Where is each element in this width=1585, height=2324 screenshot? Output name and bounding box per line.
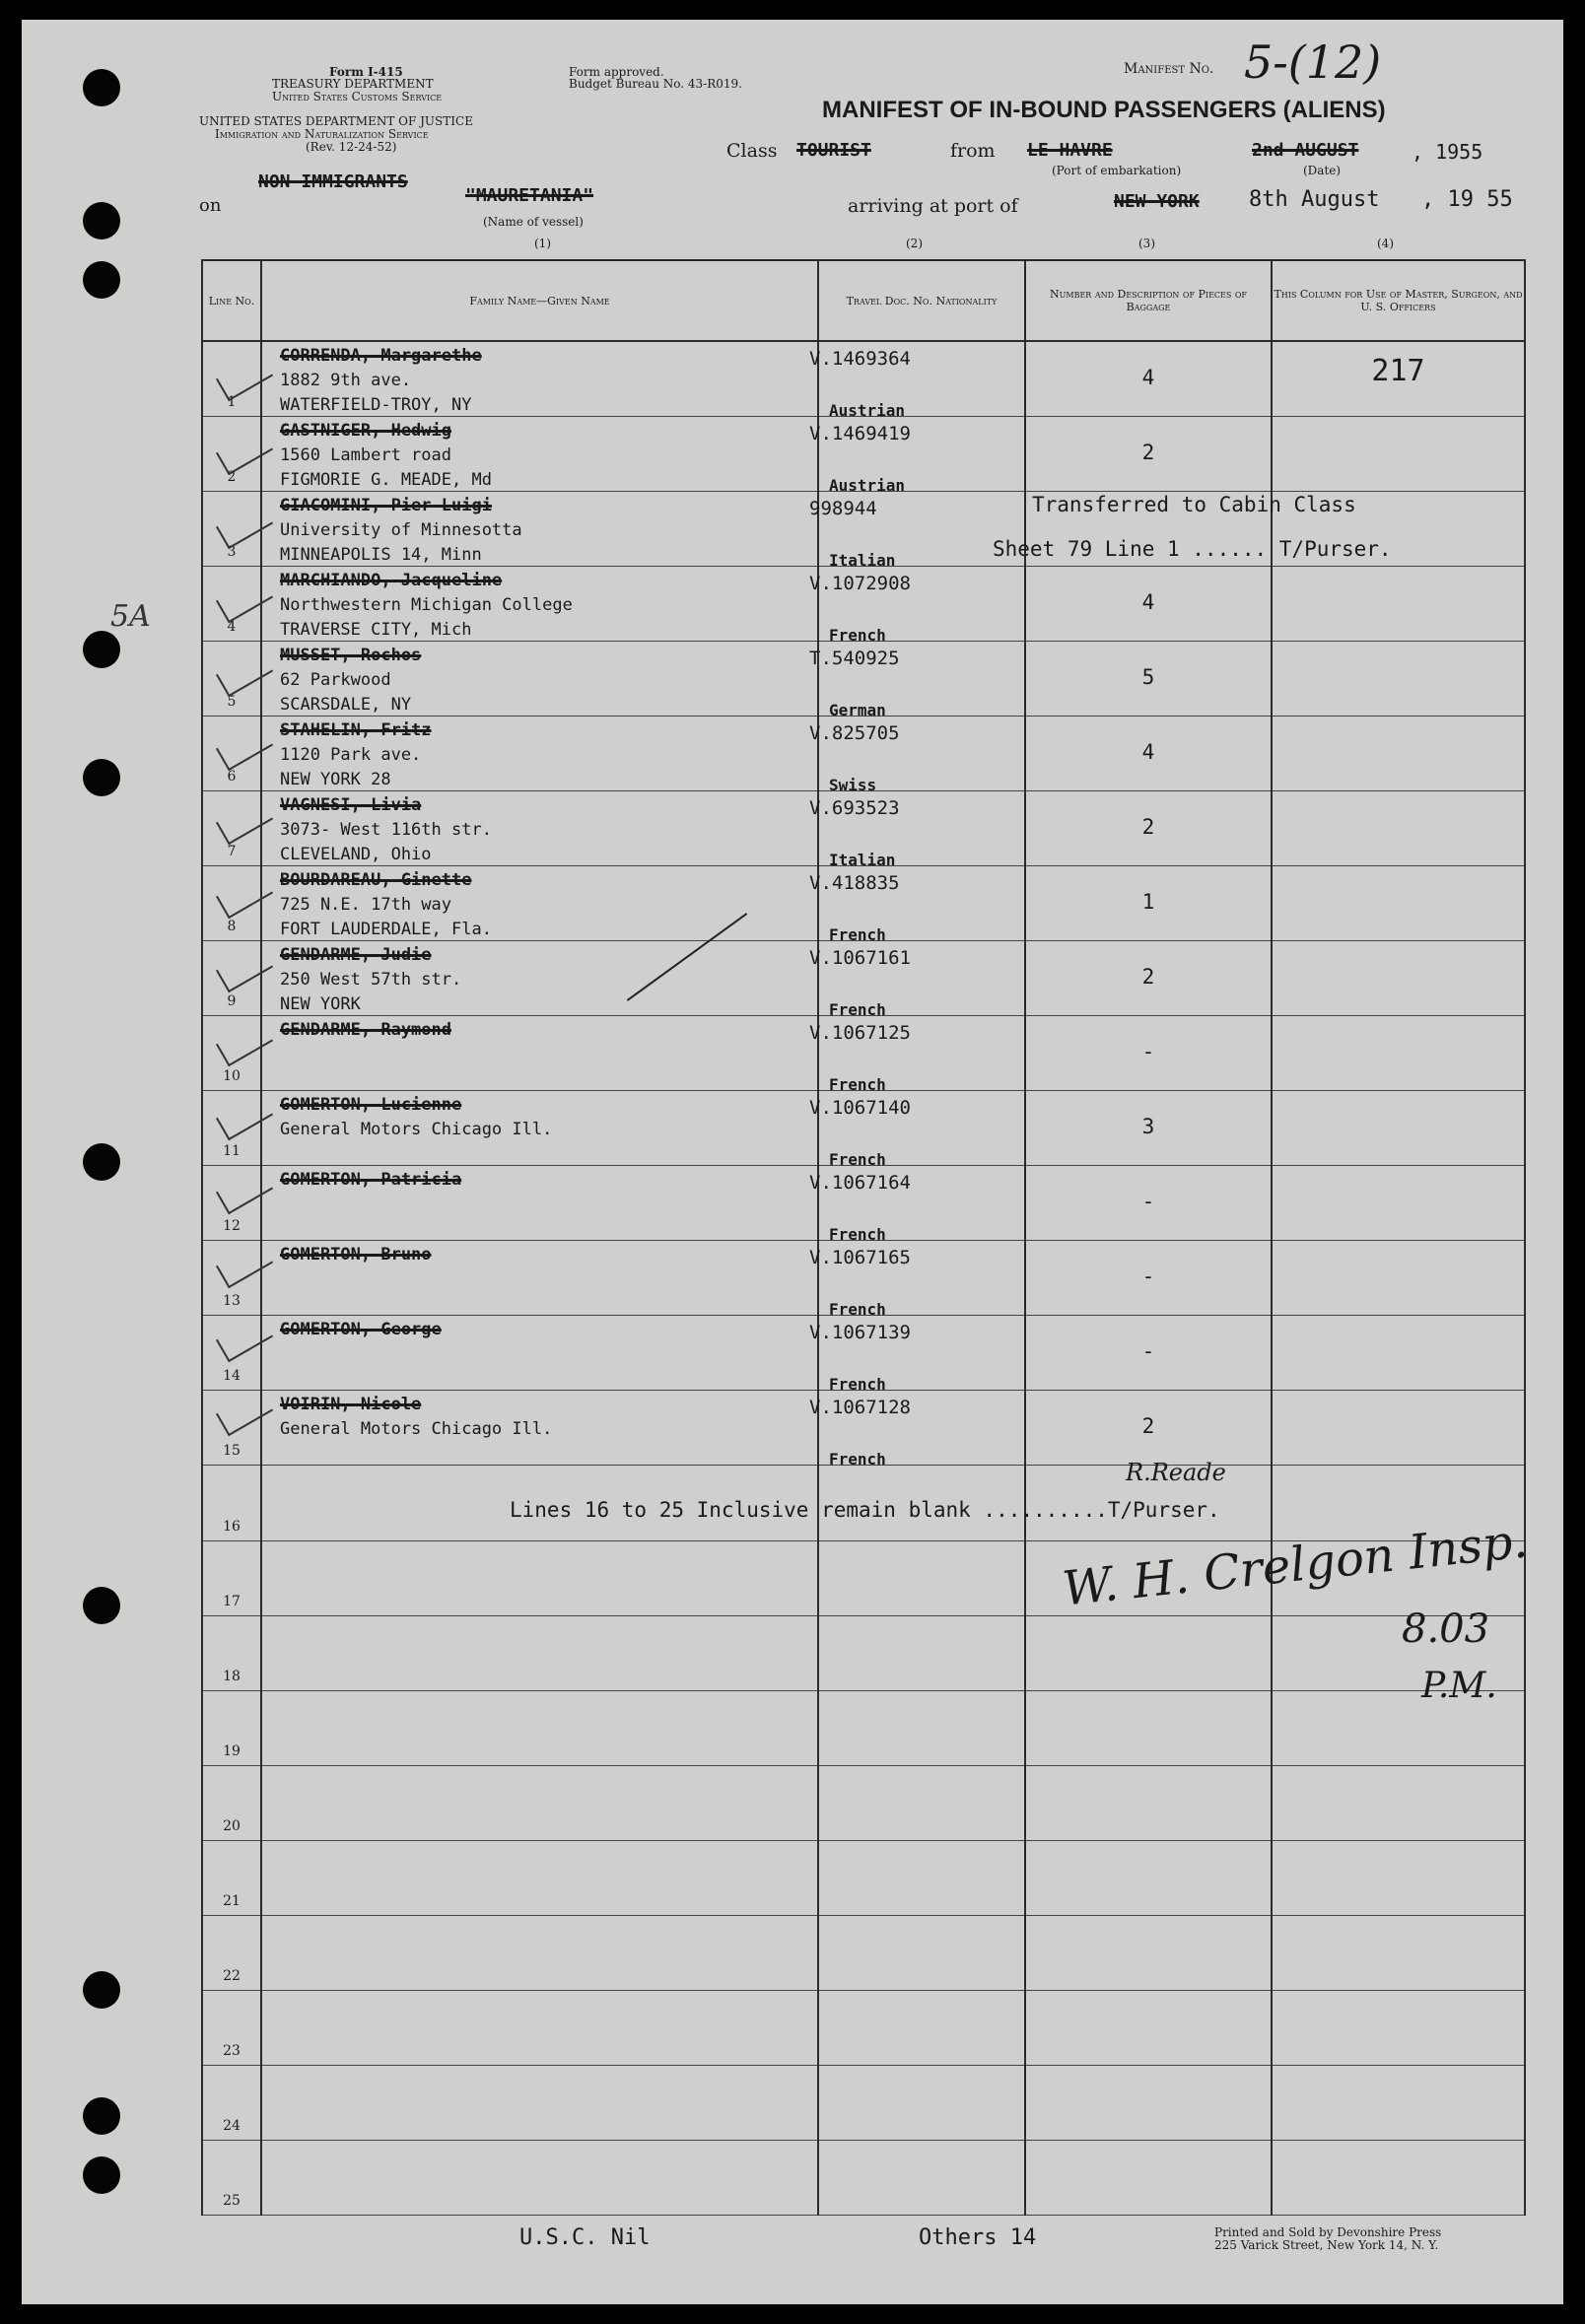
- departure-year: , 1955: [1412, 140, 1483, 164]
- nationality: Austrian: [829, 401, 906, 421]
- travel-doc-number: V.1067165: [809, 1247, 911, 1269]
- passenger-name-cell: [261, 1690, 818, 1765]
- punch-hole: [83, 202, 120, 239]
- passenger-name-cell: [261, 1615, 818, 1690]
- officer-cell: [1272, 1091, 1525, 1166]
- line-number: 8: [227, 919, 237, 935]
- nationality: Italian: [829, 551, 896, 571]
- baggage-cell: [1025, 341, 1272, 417]
- passenger-name-cell: [261, 417, 818, 492]
- line-number: 10: [223, 1068, 241, 1085]
- officer-cell: [1272, 567, 1525, 642]
- vessel-name: "MAURETANIA": [465, 185, 594, 206]
- baggage-count: 2: [1141, 965, 1155, 990]
- transfer-note-1: Transferred to Cabin Class: [1032, 493, 1356, 516]
- manifest-label: Manifest No.: [1124, 61, 1214, 77]
- officer-cell: [1272, 2065, 1525, 2140]
- table-row: [202, 1016, 1525, 1091]
- table-row: [202, 341, 1525, 417]
- officer-cell: [1272, 1915, 1525, 1990]
- manifest-page: [22, 20, 1563, 2304]
- passenger-name: GOMERTON, Bruno: [280, 1245, 432, 1265]
- table-row: [202, 1840, 1525, 1915]
- baggage-cell: [1025, 417, 1272, 492]
- travel-doc-cell: [818, 1840, 1025, 1915]
- baggage-cell: [1025, 1016, 1272, 1091]
- passenger-name-cell: [261, 1316, 818, 1391]
- address-line: General Motors Chicago Ill.: [280, 1120, 553, 1140]
- line-number: 21: [223, 1892, 241, 1909]
- col-num-3: (3): [1138, 237, 1155, 250]
- travel-doc-number: T.540925: [809, 648, 900, 670]
- line-number: 23: [223, 2042, 241, 2059]
- address-line: [280, 1142, 552, 1166]
- line-number: 19: [223, 1743, 241, 1759]
- address-line: SCARSDALE, NY: [280, 695, 412, 716]
- address-line: [280, 1367, 442, 1391]
- purser-initials: R.Reade: [1126, 1459, 1226, 1486]
- address-line: [280, 1267, 432, 1292]
- baggage-cell: [1025, 1615, 1272, 1690]
- address-line: TRAVERSE CITY, Mich: [280, 620, 472, 641]
- passenger-name-cell: [261, 1241, 818, 1316]
- passenger-name: VOIRIN, Nicole: [280, 1395, 422, 1415]
- table-row: [202, 1615, 1525, 1690]
- embarkation-port: LE HAVRE: [1027, 140, 1113, 161]
- address-line: 725 N.E. 17th way: [280, 895, 451, 916]
- line-number: 16: [223, 1518, 241, 1535]
- passenger-name: GOMERTON, Patricia: [280, 1170, 462, 1191]
- address-line: [280, 1193, 461, 1217]
- address-line: WATERFIELD-TROY, NY: [280, 395, 472, 415]
- nationality: French: [829, 1150, 886, 1170]
- line-number: 4: [227, 619, 237, 636]
- address-line: Northwestern Michigan College: [280, 595, 573, 616]
- table-row: [202, 866, 1525, 941]
- header-officers: This Column for Use of Master, Surgeon, and U. S. Officers: [1272, 260, 1525, 341]
- line-number: 18: [223, 1668, 241, 1684]
- address-line: University of Minnesotta: [280, 520, 522, 541]
- line-number-cell: [202, 1540, 261, 1615]
- baggage-count: 4: [1141, 740, 1155, 765]
- passenger-name-cell: [261, 866, 818, 941]
- address-line: 1120 Park ave.: [280, 745, 422, 766]
- line-number: 17: [223, 1593, 241, 1609]
- travel-doc-cell: [818, 2140, 1025, 2215]
- travel-doc-number: V.1469419: [809, 423, 911, 445]
- baggage-count: 2: [1141, 815, 1155, 840]
- line-number-cell: [202, 1466, 261, 1540]
- line-number: 24: [223, 2117, 241, 2134]
- punch-hole: [83, 69, 120, 106]
- passenger-name-cell: [261, 1166, 818, 1241]
- baggage-cell: [1025, 1690, 1272, 1765]
- treasury-dept: TREASURY DEPARTMENT: [272, 77, 434, 91]
- travel-doc-number: V.1072908: [809, 573, 911, 595]
- line-number-cell: [202, 1990, 261, 2065]
- line-number: 5: [227, 694, 237, 711]
- baggage-cell: [1025, 2140, 1272, 2215]
- officer-cell: [1272, 1765, 1525, 1840]
- nationality: French: [829, 925, 886, 945]
- passenger-name: MUSSET, Rochos: [280, 646, 422, 666]
- address-line: NEW YORK: [280, 994, 361, 1015]
- address-line: [280, 1067, 451, 1091]
- officer-cell: [1272, 1990, 1525, 2065]
- passenger-name-cell: [261, 2065, 818, 2140]
- passenger-name-cell: [261, 941, 818, 1016]
- passenger-name: BOURDAREAU, Ginette: [280, 870, 472, 891]
- officer-cell: [1272, 1016, 1525, 1091]
- line-number: 12: [223, 1218, 241, 1235]
- transfer-note-2: Sheet 79 Line 1 ...... T/Purser.: [993, 537, 1392, 561]
- baggage-count: 1: [1141, 890, 1155, 915]
- baggage-count: 4: [1141, 590, 1155, 615]
- passenger-name-cell: [261, 492, 818, 567]
- passenger-name-cell: [261, 1091, 818, 1166]
- baggage-cell: [1025, 1765, 1272, 1840]
- table-row: [202, 941, 1525, 1016]
- travel-doc-cell: [809, 567, 1025, 646]
- address-line: 1560 Lambert road: [280, 445, 451, 466]
- header-line-no: Line No.: [202, 260, 261, 341]
- officer-cell: [1272, 1166, 1525, 1241]
- passenger-name: CORRENDA, Margarethe: [280, 346, 482, 366]
- baggage-count: -: [1141, 1190, 1155, 1214]
- travel-doc-number: V.1067125: [809, 1022, 911, 1045]
- nationality: Austrian: [829, 476, 906, 496]
- passenger-name-cell: [261, 341, 818, 417]
- line-number: 7: [227, 844, 237, 860]
- line-number: 9: [227, 993, 237, 1010]
- address-line: [280, 1342, 442, 1367]
- nationality: German: [829, 701, 886, 720]
- passenger-name-cell: [261, 1765, 818, 1840]
- inspector-signature: W. H. Crelgon Insp.: [1060, 1513, 1531, 1617]
- table-row: [202, 2140, 1525, 2215]
- line-number: 15: [223, 1443, 241, 1460]
- address-line: [280, 1442, 552, 1466]
- line-number: 20: [223, 1817, 241, 1834]
- baggage-cell: [1025, 642, 1272, 717]
- travel-doc-number: V.1067128: [809, 1397, 911, 1419]
- travel-doc-cell: [809, 1241, 1025, 1320]
- punch-hole: [83, 261, 120, 299]
- table-row: [202, 1391, 1525, 1466]
- travel-doc-cell: [818, 1990, 1025, 2065]
- header-travel-doc: Travel Doc. No. Nationality: [818, 260, 1025, 341]
- from-label: from: [950, 140, 996, 162]
- line-number: 2: [227, 469, 237, 486]
- passenger-name-cell: [261, 791, 818, 866]
- line-number: 13: [223, 1293, 241, 1310]
- officer-cell: [1272, 417, 1525, 492]
- table-row: [202, 1915, 1525, 1990]
- address-line: 62 Parkwood: [280, 670, 391, 691]
- baggage-cell: [1025, 1391, 1272, 1466]
- officer-cell: [1272, 866, 1525, 941]
- baggage-cell: [1025, 1166, 1272, 1241]
- revision: (Rev. 12-24-52): [306, 140, 397, 154]
- line-number-cell: [202, 2065, 261, 2140]
- line-number-cell: [202, 1915, 261, 1990]
- baggage-cell: [1025, 866, 1272, 941]
- line-number-cell: [202, 1765, 261, 1840]
- baggage-cell: [1025, 1840, 1272, 1915]
- form-number: Form I-415: [329, 65, 403, 79]
- passenger-name: GOMERTON, George: [280, 1320, 442, 1340]
- passenger-name-cell: [261, 2140, 818, 2215]
- baggage-count: 3: [1141, 1115, 1155, 1139]
- embarkation-caption: (Port of embarkation): [1052, 164, 1182, 177]
- baggage-count: 2: [1141, 1414, 1155, 1439]
- nationality: French: [829, 1375, 886, 1395]
- officer-cell: [1272, 791, 1525, 866]
- travel-doc-number: V.1067140: [809, 1097, 911, 1120]
- arrival-year: , 19 55: [1421, 187, 1513, 212]
- nationality: French: [829, 1300, 886, 1320]
- baggage-count: 5: [1141, 665, 1155, 690]
- officer-cell: [1272, 1241, 1525, 1316]
- baggage-count: -: [1141, 1040, 1155, 1064]
- line-number: 1: [227, 394, 237, 411]
- baggage-cell: [1025, 717, 1272, 791]
- travel-doc-number: V.1067139: [809, 1322, 911, 1344]
- punch-hole: [83, 631, 120, 668]
- address-line: 1882 9th ave.: [280, 371, 412, 390]
- table-row: [202, 1765, 1525, 1840]
- officer-cell: [1272, 2140, 1525, 2215]
- class-label: Class: [726, 140, 778, 162]
- travel-doc-cell: [818, 1765, 1025, 1840]
- signature-time: 8.03: [1402, 1606, 1490, 1652]
- margin-mark: 5A: [110, 599, 151, 634]
- table-row: [202, 1690, 1525, 1765]
- officer-cell: [1272, 717, 1525, 791]
- officer-cell: [1272, 341, 1525, 417]
- baggage-count: 4: [1141, 366, 1155, 389]
- manifest-title: MANIFEST OF IN-BOUND PASSENGERS (ALIENS): [822, 97, 1386, 123]
- table-row: [202, 1091, 1525, 1166]
- arrival-date: 8th August: [1249, 187, 1380, 212]
- header-name: Family Name—Given Name: [261, 260, 818, 341]
- baggage-cell: [1025, 1316, 1272, 1391]
- class-value: TOURIST: [796, 140, 871, 161]
- passenger-name: MARCHIANDO, Jacqueline: [280, 571, 503, 591]
- baggage-cell: [1025, 1990, 1272, 2065]
- passenger-name-cell: [261, 717, 818, 791]
- line-number: 25: [223, 2193, 241, 2209]
- printer-line-1: Printed and Sold by Devonshire Press: [1214, 2225, 1442, 2239]
- address-line: CLEVELAND, Ohio: [280, 845, 432, 865]
- travel-doc-number: V.1469364: [809, 348, 911, 370]
- customs-service: United States Customs Service: [272, 90, 443, 103]
- travel-doc-cell: [809, 717, 1025, 795]
- punch-hole: [83, 759, 120, 796]
- punch-hole: [83, 1971, 120, 2009]
- address-line: General Motors Chicago Ill.: [280, 1419, 553, 1440]
- manifest-number: 5-(12): [1244, 35, 1382, 89]
- line-number-cell: [202, 1690, 261, 1765]
- line-number: 22: [223, 1967, 241, 1984]
- address-line: 3073- West 116th str.: [280, 820, 492, 841]
- punch-hole: [83, 1587, 120, 1624]
- address-line: [280, 1043, 451, 1067]
- table-row: [202, 1241, 1525, 1316]
- punch-hole: [83, 2097, 120, 2135]
- passenger-name-cell: [261, 1840, 818, 1915]
- officer-cell: [1272, 1316, 1525, 1391]
- baggage-cell: [1025, 1915, 1272, 1990]
- officer-cell: [1272, 1391, 1525, 1466]
- baggage-count: -: [1141, 1265, 1155, 1289]
- nationality: Italian: [829, 851, 896, 870]
- punch-hole: [83, 1143, 120, 1181]
- arrival-port: NEW YORK: [1114, 191, 1200, 212]
- baggage-cell: [1025, 791, 1272, 866]
- travel-doc-number: 998944: [809, 498, 877, 520]
- blank-lines-note: Lines 16 to 25 Inclusive remain blank ..........T/Purser.: [510, 1498, 1220, 1522]
- address-line: [280, 1217, 461, 1241]
- travel-doc-number: V.1067164: [809, 1172, 911, 1195]
- baggage-cell: [1025, 1091, 1272, 1166]
- travel-doc-number: V.693523: [809, 797, 900, 820]
- travel-doc-cell: [818, 2065, 1025, 2140]
- nationality: French: [829, 1225, 886, 1245]
- travel-doc-cell: [818, 1615, 1025, 1690]
- address-line: FORT LAUDERDALE, Fla.: [280, 920, 492, 940]
- col-num-4: (4): [1377, 237, 1394, 250]
- travel-doc-number: V.1067161: [809, 947, 911, 970]
- budget-bureau: Budget Bureau No. 43-R019.: [569, 77, 742, 91]
- travel-doc-cell: [809, 1166, 1025, 1245]
- table-row: [202, 1990, 1525, 2065]
- line-number: 3: [227, 544, 237, 561]
- travel-doc-cell: [809, 417, 1025, 496]
- passenger-name-cell: [261, 1540, 818, 1615]
- passenger-name: GIACOMINI, Pier-Luigi: [280, 496, 492, 516]
- signature-pm: P.M.: [1421, 1666, 1497, 1706]
- line-number-cell: [202, 2140, 261, 2215]
- passenger-name-cell: [261, 567, 818, 642]
- table-row: [202, 791, 1525, 866]
- travel-doc-cell: [809, 1016, 1025, 1095]
- baggage-cell: [1025, 1241, 1272, 1316]
- vessel-caption: (Name of vessel): [483, 215, 584, 229]
- table-row: [202, 417, 1525, 492]
- nationality: French: [829, 1000, 886, 1020]
- travel-doc-cell: [818, 1915, 1025, 1990]
- address-line: FIGMORIE G. MEADE, Md: [280, 470, 492, 491]
- ins-title: Immigration and Naturalization Service: [215, 127, 429, 141]
- travel-doc-number: V.825705: [809, 722, 900, 745]
- passenger-name: STAHELIN, Fritz: [280, 720, 432, 741]
- officer-cell: [1272, 642, 1525, 717]
- baggage-cell: [1025, 941, 1272, 1016]
- others-count: Others 14: [919, 2225, 1037, 2250]
- nationality: Swiss: [829, 776, 877, 795]
- departure-date: 2nd AUGUST: [1252, 140, 1359, 161]
- officer-note: 217: [1371, 354, 1425, 388]
- officer-cell: [1272, 941, 1525, 1016]
- doj-title: UNITED STATES DEPARTMENT OF JUSTICE: [199, 114, 473, 128]
- passenger-name: VAGNESI, Livia: [280, 795, 422, 816]
- travel-doc-cell: [809, 1091, 1025, 1170]
- address-line: 250 West 57th str.: [280, 970, 462, 991]
- baggage-count: 2: [1141, 441, 1155, 465]
- passenger-name-cell: [261, 1915, 818, 1990]
- address-line: MINNEAPOLIS 14, Minn: [280, 545, 482, 566]
- baggage-cell: [1025, 567, 1272, 642]
- table-row: [202, 2065, 1525, 2140]
- passenger-name: GOMERTON, Lucienne: [280, 1095, 462, 1116]
- passenger-name-cell: [261, 642, 818, 717]
- usc-count: U.S.C. Nil: [519, 2225, 651, 2250]
- travel-doc-cell: [809, 642, 1025, 720]
- printer-line-2: 225 Varick Street, New York 14, N. Y.: [1214, 2238, 1439, 2252]
- officer-cell: [1272, 1840, 1525, 1915]
- header-baggage: Number and Description of Pieces of Baggage: [1025, 260, 1272, 341]
- form-approved: Form approved.: [569, 65, 664, 79]
- passenger-name-cell: [261, 1016, 818, 1091]
- table-row: [202, 717, 1525, 791]
- arriving-label: arriving at port of: [848, 195, 1018, 217]
- passenger-name: GENDARME, Raymond: [280, 1020, 451, 1041]
- passenger-name: GASTNIGER, Hedwig: [280, 421, 451, 442]
- travel-doc-cell: [809, 341, 1025, 421]
- nationality: French: [829, 1075, 886, 1095]
- travel-doc-cell: [809, 866, 1025, 945]
- status-line: NON IMMIGRANTS: [258, 171, 408, 192]
- line-number: 11: [223, 1143, 241, 1160]
- table-row: [202, 1316, 1525, 1391]
- line-number-cell: [202, 1840, 261, 1915]
- line-number-cell: [202, 1615, 261, 1690]
- travel-doc-cell: [809, 1391, 1025, 1470]
- nationality: French: [829, 626, 886, 646]
- table-row: [202, 567, 1525, 642]
- table-row: [202, 642, 1525, 717]
- line-number: 6: [227, 769, 237, 786]
- col-num-1: (1): [534, 237, 551, 250]
- baggage-count: -: [1141, 1339, 1155, 1364]
- table-row: [202, 1166, 1525, 1241]
- punch-hole: [83, 2156, 120, 2194]
- on-label: on: [199, 195, 222, 216]
- travel-doc-cell: [818, 1690, 1025, 1765]
- nationality: French: [829, 1450, 886, 1470]
- travel-doc-cell: [809, 941, 1025, 1020]
- line-number: 14: [223, 1368, 241, 1385]
- col-num-2: (2): [906, 237, 923, 250]
- address-line: [280, 1292, 432, 1316]
- baggage-cell: [1025, 2065, 1272, 2140]
- travel-doc-cell: [809, 791, 1025, 870]
- passenger-name: GENDARME, Judie: [280, 945, 432, 966]
- passenger-name-cell: [261, 1391, 818, 1466]
- passenger-name-cell: [261, 1990, 818, 2065]
- travel-doc-cell: [809, 1316, 1025, 1395]
- address-line: NEW YORK 28: [280, 770, 391, 790]
- date-caption: (Date): [1303, 164, 1342, 177]
- travel-doc-number: V.418835: [809, 872, 900, 895]
- travel-doc-cell: [818, 1540, 1025, 1615]
